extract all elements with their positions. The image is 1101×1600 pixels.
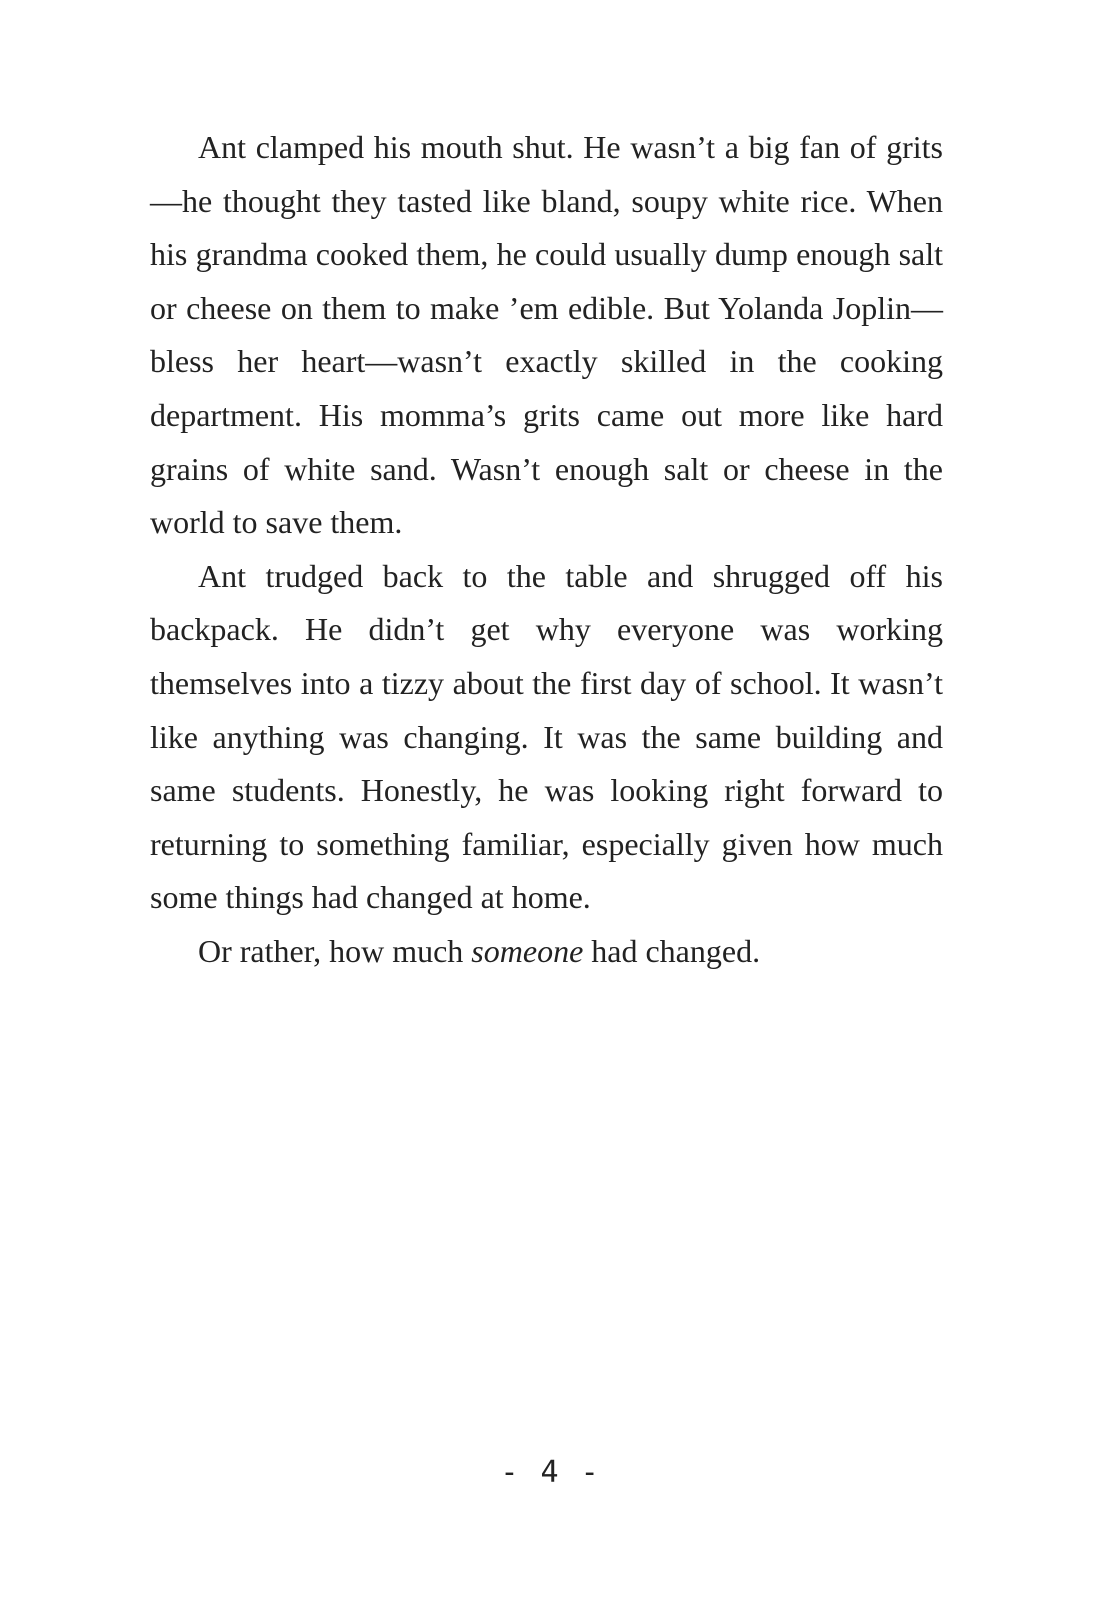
emphasis-word: someone	[471, 932, 584, 969]
paragraph-1: Ant clamped his mouth shut. He wasn’t a big fan of grits—he thought they tasted like bland, soupy white rice. When his grandma cooked them, he could usually dump enough salt or cheese on them to make ’em edible. But Yolanda Joplin—bless her heart—wasn’t exactly skilled in the cooking department. His momma’s grits came out more like hard grains of white sand. Wasn’t enough salt or cheese in the world to save them.	[150, 129, 943, 541]
paragraph-3-start: Or rather, how much	[198, 932, 472, 969]
paragraph-3-end: had changed.	[583, 932, 761, 969]
body-text	[150, 121, 943, 979]
paragraph-2: Ant trudged back to the table and shrugged off his backpack. He didn’t get why everyone was working themselves into a tizzy about the first day of school. It wasn’t like anything was changing. It was the same building and same students. Honestly, he was looking right forward to returning to something familiar, especially given how much some things had changed at home.	[150, 557, 943, 916]
page-number: - 4 -	[500, 1455, 601, 1490]
paragraph-3	[150, 925, 943, 979]
